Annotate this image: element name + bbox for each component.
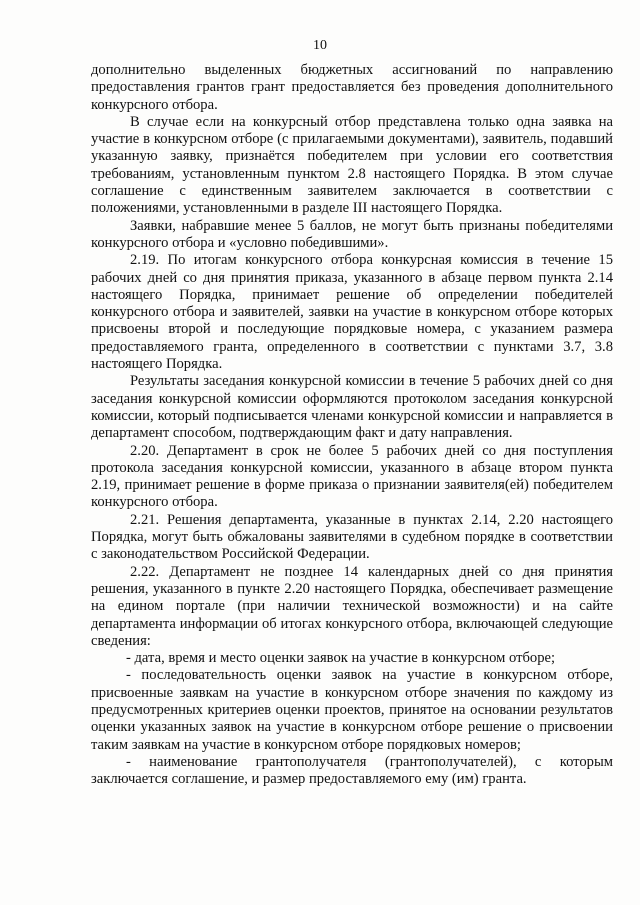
list-item-evaluation-sequence: - последовательность оценки заявок на участие в конкурсном отборе, присвоенные заявкам на участие в конкурсном отборе значения по каждому из предусмотренных критериев оценки проектов, принятое на основании результатов оценки указанных заявок на участие в конкурсном отборе решение о присвоении таким заявкам на участие в конкурсном отборе порядковых номеров; [91, 667, 613, 753]
paragraph-continuation: дополнительно выделенных бюджетных ассигнований по направлению предоставления грантов грант предоставляется без проведения дополнительного конкурсного отбора. [91, 62, 613, 113]
paragraph-low-score: Заявки, набравшие менее 5 баллов, не могут быть признаны победителями конкурсного отбора и «условно победившими». [91, 217, 613, 251]
list-item-date-time: - дата, время и место оценки заявок на участие в конкурсном отборе; [126, 650, 556, 667]
paragraph-2-19: 2.19. По итогам конкурсного отбора конкурсная комиссия в течение 15 рабочих дней со дня принятия приказа, указанного в абзаце первом пункта 2.14 настоящего Порядка, принимает решение об определении победителей конкурсного отбора и заявителей, заявки на участие в конкурсном отборе которых присвоены второй и последующие порядковые номера, с указанием размера предоставляемого гранта, определенного в соответствии с пунктами 3.7, 3.8 настоящего Порядка. [91, 252, 613, 373]
list-item-grantee-name: - наименование грантополучателя (грантополучателей), с которым заключается соглашение, и размер предоставляемого ему (им) гранта. [91, 753, 613, 788]
document-body [91, 62, 613, 788]
paragraph-2-22: 2.22. Департамент не позднее 14 календарных дней со дня принятия решения, указанного в пункте 2.20 настоящего Порядка, обеспечивает размещение на едином портале (при наличии технической возможности) и на сайте департамента информации об итогах конкурсного отбора, включающей следующие сведения: [91, 563, 613, 649]
page-number: 10 [313, 38, 327, 53]
paragraph-single-application: В случае если на конкурсный отбор представлена только одна заявка на участие в конкурсном отборе (с прилагаемыми документами), заявитель, подавший указанную заявку, признаётся победителем при условии его соответствия требованиям, установленным пунктом 2.8 настоящего Порядка. В этом случае соглашение с единственным заявителем заключается в соответствии с положениями, установленными в разделе III настоящего Порядка. [91, 113, 613, 217]
paragraph-2-21: 2.21. Решения департамента, указанные в пунктах 2.14, 2.20 настоящего Порядка, могут быть обжалованы заявителями в судебном порядке в соответствии с законодательством Российской Федерации. [91, 511, 613, 563]
paragraph-2-20: 2.20. Департамент в срок не более 5 рабочих дней со дня поступления протокола заседания конкурсной комиссии, указанного в абзаце втором пункта 2.19, принимает решение в форме приказа о признании заявителя(ей) победителем конкурсного отбора. [91, 442, 613, 511]
paragraph-commission-results: Результаты заседания конкурсной комиссии в течение 5 рабочих дней со дня заседания конкурсной комиссии оформляются протоколом заседания конкурсной комиссии, который подписывается членами конкурсной комиссии и направляется в департамент способом, подтверждающим факт и дату направления. [91, 373, 613, 442]
